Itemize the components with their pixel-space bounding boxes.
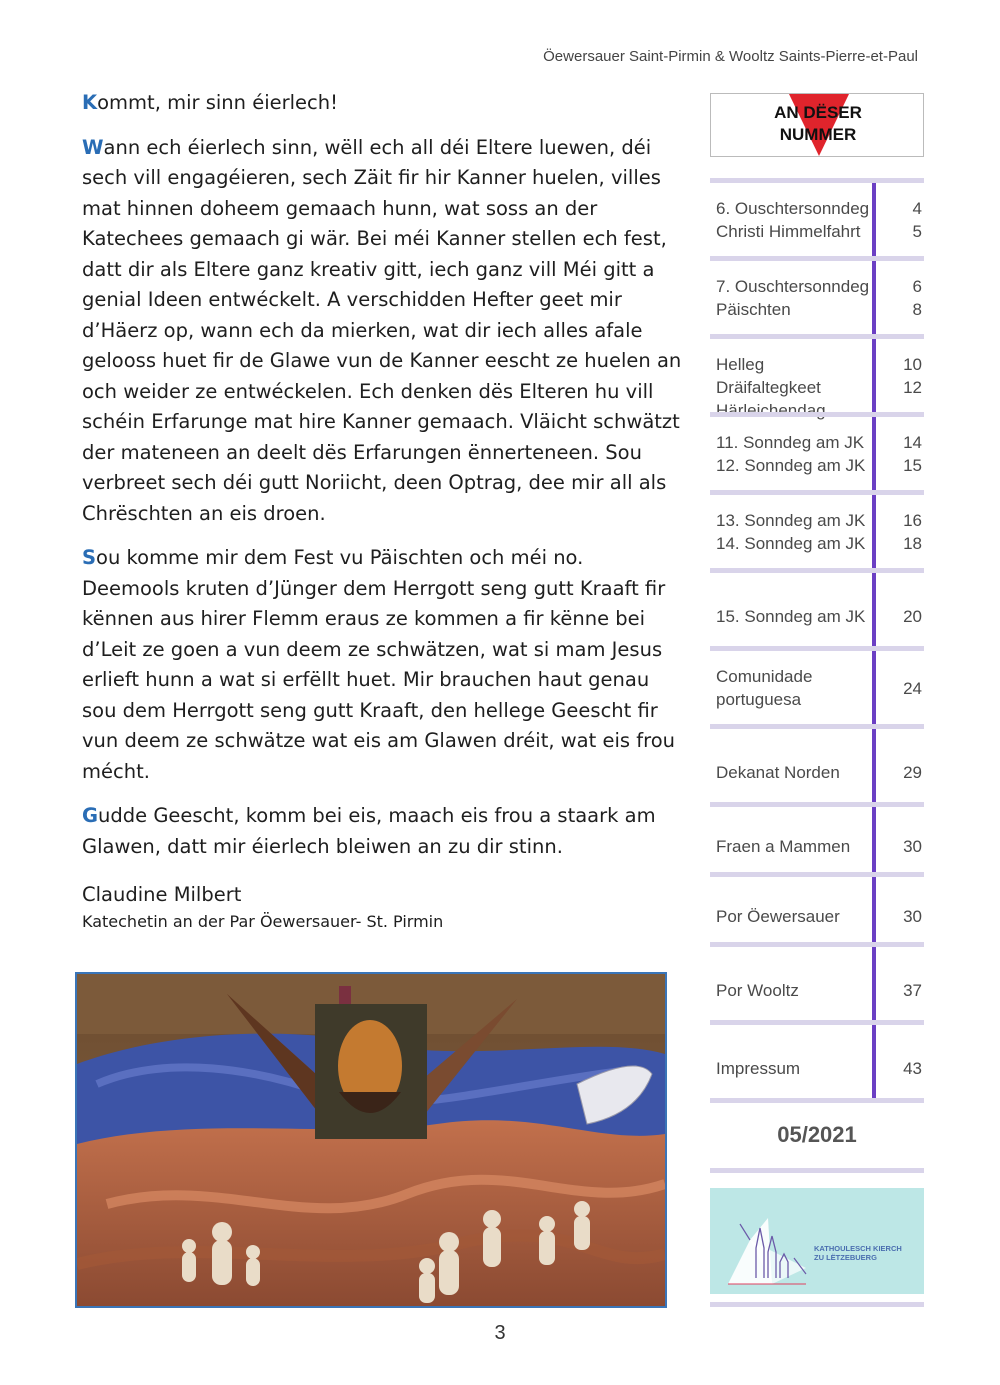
logo-mark-icon: [710, 1188, 924, 1294]
paragraph-text: ommt, mir sinn éierlech!: [97, 91, 338, 114]
toc-divider-bar: [872, 651, 876, 724]
toc-entry[interactable]: [710, 412, 924, 490]
toc-entry[interactable]: [710, 872, 924, 942]
toc-page-number: 18: [903, 534, 922, 553]
toc-entry-pages: [882, 197, 922, 243]
divider: [710, 1098, 924, 1103]
toc-page-number: 43: [903, 1059, 922, 1078]
toc-entry-pages: [882, 835, 922, 858]
toc-divider-bar: [872, 573, 876, 646]
toc-divider-bar: [872, 183, 876, 256]
divider: [710, 1302, 924, 1307]
toc-entry-titles: [716, 979, 872, 1002]
photo-illustration: [77, 974, 665, 1306]
toc-entry-titles: [716, 275, 872, 321]
toc-heading-line1: AN DËSER: [774, 103, 862, 122]
toc-entry-title: 7. Ouschtersonndeg: [716, 277, 870, 296]
paragraph-2: [82, 133, 682, 530]
toc-entry-title: Dekanat Norden: [716, 763, 840, 782]
toc-page-number: 30: [903, 837, 922, 856]
toc-entry-pages: [882, 509, 922, 555]
toc-entry-pages: [882, 1057, 922, 1080]
toc-entry[interactable]: [710, 802, 924, 872]
drop-cap: W: [82, 135, 104, 159]
toc-page-number: 29: [903, 763, 922, 782]
toc-divider-bar: [872, 495, 876, 568]
toc-entry-titles: [716, 1057, 872, 1080]
toc-entry-title: 11. Sonndeg am JK: [716, 433, 865, 452]
toc-entry-title: Härleichendag: [716, 401, 826, 420]
church-logo: [710, 1188, 924, 1294]
toc-entry-title: Helleg Dräifaltegkeet: [716, 355, 821, 397]
toc-divider-bar: [872, 261, 876, 334]
toc-page-number: 5: [912, 222, 922, 241]
toc-entry-title: Päischten: [716, 300, 791, 319]
toc-divider-bar: [872, 877, 876, 942]
table-of-contents: [710, 178, 924, 1098]
toc-entry[interactable]: [710, 334, 924, 420]
toc-page-number: 8: [912, 300, 922, 319]
issue-number: 05/2021: [777, 1122, 857, 1147]
divider: [710, 1168, 924, 1173]
toc-page-number: 24: [903, 679, 922, 698]
toc-entry-pages: [882, 353, 922, 399]
drop-cap: G: [82, 804, 99, 827]
toc-entry[interactable]: [710, 256, 924, 334]
toc-page-number: 10: [903, 355, 922, 374]
toc-entry-titles: [716, 835, 872, 858]
toc-page-number: 30: [903, 907, 922, 926]
toc-divider-bar: [872, 807, 876, 872]
toc-entry-title: 12. Sonndeg am JK: [716, 456, 866, 475]
toc-divider-bar: [872, 729, 876, 802]
drop-cap: S: [82, 546, 97, 569]
toc-entry-title: 15. Sonndeg am JK: [716, 607, 866, 626]
toc-entry-title: Comunidade: [716, 667, 813, 686]
toc-entry-pages: [882, 677, 922, 700]
toc-entry[interactable]: [710, 942, 924, 1020]
toc-divider-bar: [872, 1025, 876, 1098]
toc-entry-pages: [882, 979, 922, 1002]
header-title: Öewersauer Saint-Pirmin & Wooltz Saints-Pierre-et-Paul: [543, 48, 918, 65]
toc-entry[interactable]: [710, 490, 924, 568]
toc-entry-pages: [882, 431, 922, 477]
toc-entry-title: Fraen a Mammen: [716, 837, 851, 856]
toc-entry-title: 13. Sonndeg am JK: [716, 511, 866, 530]
paragraph-4: [82, 801, 682, 862]
toc-entry-pages: [882, 761, 922, 784]
toc-entry-title: Impressum: [716, 1059, 801, 1078]
toc-entry-pages: [882, 275, 922, 321]
toc-page-number: 12: [903, 378, 922, 397]
toc-entry-titles: [716, 509, 872, 555]
toc-entry-title: 6. Ouschtersonndeg: [716, 199, 870, 218]
toc-entry-titles: [716, 665, 872, 711]
toc-entry-title: portuguesa: [716, 690, 802, 709]
toc-entry[interactable]: [710, 568, 924, 646]
toc-entry-title: Por Wooltz: [716, 981, 799, 1000]
toc-entry-title: Christi Himmelfahrt: [716, 222, 861, 241]
toc-entry-title: 14. Sonndeg am JK: [716, 534, 866, 553]
toc-entry[interactable]: [710, 1020, 924, 1098]
toc-entry[interactable]: [710, 646, 924, 724]
toc-entry[interactable]: [710, 178, 924, 256]
toc-page-number: 4: [912, 199, 922, 218]
author-role: Katechetin an der Par Öewersauer- St. Pirmin: [82, 911, 444, 931]
toc-page-number: 14: [903, 433, 922, 452]
logo-line2: ZU LËTZEBUERG: [814, 1253, 877, 1262]
page-number: 3: [494, 1322, 506, 1344]
toc-divider-bar: [872, 417, 876, 490]
toc-page-number: 6: [912, 277, 922, 296]
article: [82, 88, 682, 933]
paragraph-text: ann ech éierlech sinn, wëll ech all déi Eltere luewen, déi sech vill engagéieren, sech Zäit fir hir Kanner huelen, villes mat hinnen doheem gemaach hunn, wat soss an der Katechees gemaach gi wär. Bei méi Kanner stellen ech fest, datt dir als Eltere ganz kreativ gitt, iech ganz vill Méi gitt a genial Ideen entwéckelt. A verschidden Hefter geet mir d’Häerz op, wann ech da mierken, wat dir iech alles afale gelooss huet fir de Glawe vun de Kanner eescht ze huelen an och weider ze entwéckelen. Ech denken dës Elteren hu vill schéin Erfarunge mat hire Kanner gemaach. Vläicht schwätzt der mateneen an deelt dës Erfarungen ënnerteneen. Sou verbreet sech déi gutt Noriicht, deen Optrag, dee mir all als Chrëschten an eis droen.: [82, 135, 682, 525]
toc-divider-bar: [872, 947, 876, 1020]
toc-entry-pages: [882, 905, 922, 928]
toc-heading-line2: NUMMER: [779, 125, 857, 144]
toc-heading-box: [710, 93, 924, 157]
toc-page-number: 15: [903, 456, 922, 475]
paragraph-1: [82, 88, 682, 119]
toc-divider-bar: [872, 339, 876, 412]
article-photo: [75, 972, 667, 1308]
drop-cap: K: [82, 91, 98, 114]
logo-line1: KATHOULESCH KIERCH: [814, 1244, 902, 1253]
author-name: Claudine Milbert: [82, 883, 242, 906]
toc-page-number: 20: [903, 607, 922, 626]
toc-page-number: 16: [903, 511, 922, 530]
toc-entry-titles: [716, 431, 872, 477]
paragraph-text: ou komme mir dem Fest vu Päischten och méi no. Deemools kruten d’Jünger dem Herrgott seng gutt Kraaft fir kënnen aus hirer Flemm eraus ze kommen a fir kënne bei d’Leit ze goen a vun deem ze schwätzen, wat si mam Jesus erlieft hunn a wat si erfëllt huet. Mir brauchen haut genau sou dem Herrgott seng gutt Kraaft, den hellege Geescht fir vun deem ze schwätze wat eis am Glawen dréit, wat eis frou mécht.: [82, 546, 675, 783]
paragraph-3: [82, 543, 682, 787]
toc-entry-pages: [882, 605, 922, 628]
toc-entry[interactable]: [710, 724, 924, 802]
toc-entry-title: Por Öewersauer: [716, 907, 840, 926]
toc-entry-titles: [716, 197, 872, 243]
logo-text: [814, 1244, 902, 1262]
toc-entry-titles: [716, 761, 872, 784]
paragraph-text: udde Geescht, komm bei eis, maach eis frou a staark am Glawen, datt mir éierlech bleiwen an zu dir stinn.: [82, 804, 656, 858]
toc-entry-titles: [716, 905, 872, 928]
toc-heading: [711, 102, 925, 146]
toc-page-number: 37: [903, 981, 922, 1000]
toc-entry-titles: [716, 605, 872, 628]
